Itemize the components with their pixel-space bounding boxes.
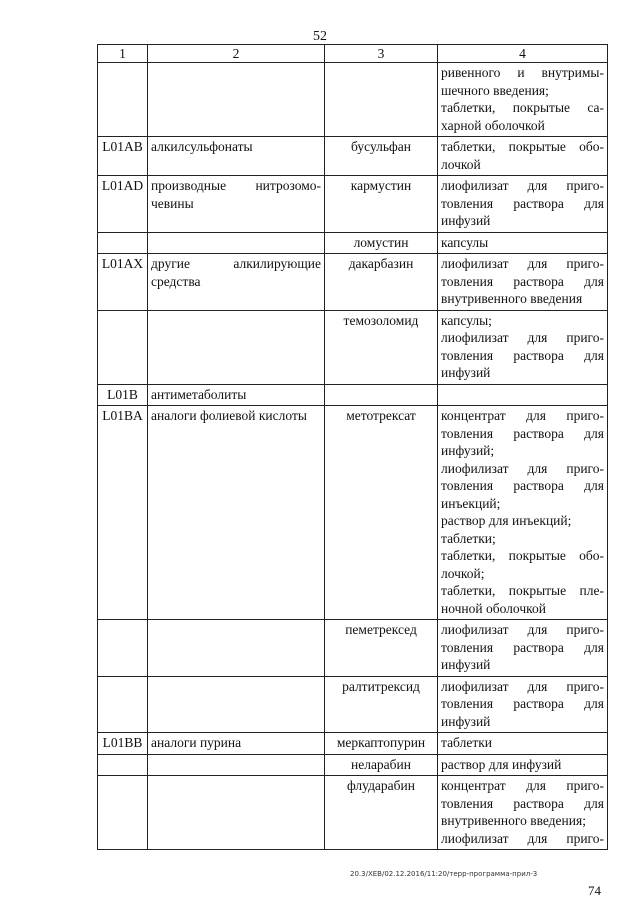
footer-stamp: 20.3/ХЕВ/02.12.2016/11:20/терр-программа-прил-3 xyxy=(350,870,538,878)
dosage-form-line: концентрат для приго- xyxy=(441,408,604,423)
drug-name xyxy=(325,254,438,311)
group-name xyxy=(148,137,325,176)
dosage-form-line: шечного введения; xyxy=(441,82,549,98)
drug-name-line: меркаптопурин xyxy=(336,735,426,750)
drug-name xyxy=(325,620,438,677)
drug-name xyxy=(325,176,438,233)
atc-code: L01BA xyxy=(98,406,148,620)
dosage-form-line: капсулы xyxy=(441,234,489,250)
dosage-form-line: лиофилизат для приго- xyxy=(441,256,604,271)
drug-name-line: неларабин xyxy=(350,756,411,772)
group-name-line: другие алкилирующие xyxy=(151,256,321,271)
group-name xyxy=(148,733,325,755)
group-name-line: чевины xyxy=(151,195,194,211)
dosage-forms xyxy=(438,384,608,406)
dosage-forms xyxy=(438,676,608,733)
dosage-form-line: инфузий xyxy=(441,213,491,228)
group-name xyxy=(148,406,325,620)
dosage-form-line: товления раствора для xyxy=(441,795,604,811)
dosage-forms xyxy=(438,310,608,384)
table-row xyxy=(98,232,608,254)
dosage-form-line: раствор для инфузий xyxy=(441,756,562,772)
table-row xyxy=(98,733,608,755)
table-row xyxy=(98,254,608,311)
header-col-2: 2 xyxy=(148,45,325,63)
dosage-form-line: лиофилизат для приго- xyxy=(441,178,604,193)
dosage-form-line: концентрат для приго- xyxy=(441,778,604,793)
dosage-form-line: внутривенного введения; xyxy=(441,813,586,828)
dosage-forms xyxy=(438,232,608,254)
dosage-form-line: лиофилизат для приго- xyxy=(441,622,604,637)
atc-code: L01AD xyxy=(98,176,148,233)
dosage-form-line: товления раствора для xyxy=(441,195,604,211)
drug-name-line: бусульфан xyxy=(351,139,411,154)
dosage-form-line: лиофилизат для приго- xyxy=(441,330,604,345)
atc-code xyxy=(98,63,148,137)
atc-code xyxy=(98,776,148,850)
atc-code: L01BB xyxy=(98,733,148,755)
dosage-form-line: харной оболочкой xyxy=(441,117,545,133)
group-name-line: аналоги фолиевой кислоты xyxy=(151,408,307,423)
group-name-line: аналоги пурина xyxy=(151,735,242,750)
group-name-line: антиметаболиты xyxy=(151,386,247,402)
drug-name xyxy=(325,776,438,850)
group-name xyxy=(148,63,325,137)
dosage-form-line: инфузий; xyxy=(441,443,495,458)
table-row xyxy=(98,384,608,406)
dosage-form-line: инфузий xyxy=(441,713,491,729)
drug-name xyxy=(325,676,438,733)
dosage-form-line: товления раствора для xyxy=(441,273,604,289)
drug-name xyxy=(325,754,438,776)
drug-name xyxy=(325,137,438,176)
group-name xyxy=(148,310,325,384)
dosage-form-line: таблетки, покрытые обо- xyxy=(441,139,604,154)
group-name xyxy=(148,176,325,233)
drug-name-line: пеметрексед xyxy=(345,622,417,637)
drug-name xyxy=(325,63,438,137)
drug-table xyxy=(97,44,608,850)
drug-name-line: дакарбазин xyxy=(348,256,414,271)
group-name xyxy=(148,776,325,850)
header-col-3: 3 xyxy=(325,45,438,63)
dosage-form-line: таблетки; xyxy=(441,530,496,546)
table-row xyxy=(98,310,608,384)
drug-name-line: ралтитрексид xyxy=(342,678,420,694)
dosage-form-line: лиофилизат для приго- xyxy=(441,460,604,476)
dosage-forms xyxy=(438,406,608,620)
group-name-line: алкилсульфонаты xyxy=(151,139,253,154)
table-row xyxy=(98,63,608,137)
group-name xyxy=(148,254,325,311)
page-number: 52 xyxy=(313,29,327,44)
group-name xyxy=(148,384,325,406)
dosage-form-line: инфузий xyxy=(441,657,491,672)
dosage-forms xyxy=(438,254,608,311)
header-row xyxy=(98,45,608,63)
group-name xyxy=(148,676,325,733)
drug-name xyxy=(325,733,438,755)
atc-code: L01AB xyxy=(98,137,148,176)
drug-name xyxy=(325,232,438,254)
drug-name-line: темозоломид xyxy=(343,312,419,328)
header-col-1: 1 xyxy=(98,45,148,63)
table-row xyxy=(98,176,608,233)
atc-code xyxy=(98,676,148,733)
dosage-form-line: инъекций; xyxy=(441,495,501,511)
dosage-forms xyxy=(438,754,608,776)
dosage-forms xyxy=(438,733,608,755)
drug-name xyxy=(325,310,438,384)
dosage-forms xyxy=(438,620,608,677)
table-row xyxy=(98,776,608,850)
atc-code xyxy=(98,620,148,677)
atc-code: L01AX xyxy=(98,254,148,311)
dosage-form-line: таблетки, покрытые пле- xyxy=(441,583,604,598)
dosage-form-line: таблетки xyxy=(441,735,493,750)
dosage-form-line: товления раствора для xyxy=(441,425,604,441)
dosage-forms xyxy=(438,176,608,233)
atc-code xyxy=(98,232,148,254)
group-name xyxy=(148,620,325,677)
group-name xyxy=(148,232,325,254)
table-row xyxy=(98,406,608,620)
drug-name-line: кармустин xyxy=(350,178,412,193)
dosage-forms xyxy=(438,63,608,137)
header-col-4: 4 xyxy=(438,45,608,63)
table-row xyxy=(98,676,608,733)
table-body xyxy=(98,63,608,850)
dosage-form-line: таблетки, покрытые обо- xyxy=(441,548,604,563)
group-name-line: средства xyxy=(151,273,201,289)
dosage-form-line: товления раствора для xyxy=(441,478,604,493)
dosage-form-line: товления раствора для xyxy=(441,639,604,655)
dosage-form-line: таблетки, покрытые са- xyxy=(441,100,604,115)
dosage-form-line: товления раствора для xyxy=(441,347,604,363)
drug-name-line: флударабин xyxy=(347,778,415,793)
dosage-form-line: лиофилизат для приго- xyxy=(441,678,604,694)
dosage-form-line: капсулы; xyxy=(441,312,492,328)
atc-code: L01B xyxy=(98,384,148,406)
dosage-form-line: раствор для инъекций; xyxy=(441,513,572,528)
table-row xyxy=(98,620,608,677)
sheet-number: 74 xyxy=(588,883,601,898)
dosage-form-line: лиофилизат для приго- xyxy=(441,830,604,846)
dosage-form-line: ночной оболочкой xyxy=(441,600,546,616)
group-name xyxy=(148,754,325,776)
drug-name xyxy=(325,406,438,620)
dosage-form-line: инфузий xyxy=(441,365,491,380)
group-name-line: производные нитрозомо- xyxy=(151,178,321,193)
dosage-form-line: товления раствора для xyxy=(441,696,604,711)
drug-name-line: ломустин xyxy=(353,234,409,250)
dosage-forms xyxy=(438,137,608,176)
dosage-form-line: ривенного и внутримы- xyxy=(441,65,604,80)
dosage-forms xyxy=(438,776,608,850)
dosage-form-line: лочкой xyxy=(441,156,481,172)
dosage-form-line: лочкой; xyxy=(441,565,485,581)
atc-code xyxy=(98,754,148,776)
table-row xyxy=(98,137,608,176)
dosage-form-line: внутривенного введения xyxy=(441,291,583,306)
table-row xyxy=(98,754,608,776)
drug-name-line: метотрексат xyxy=(346,408,416,423)
drug-name xyxy=(325,384,438,406)
atc-code xyxy=(98,310,148,384)
